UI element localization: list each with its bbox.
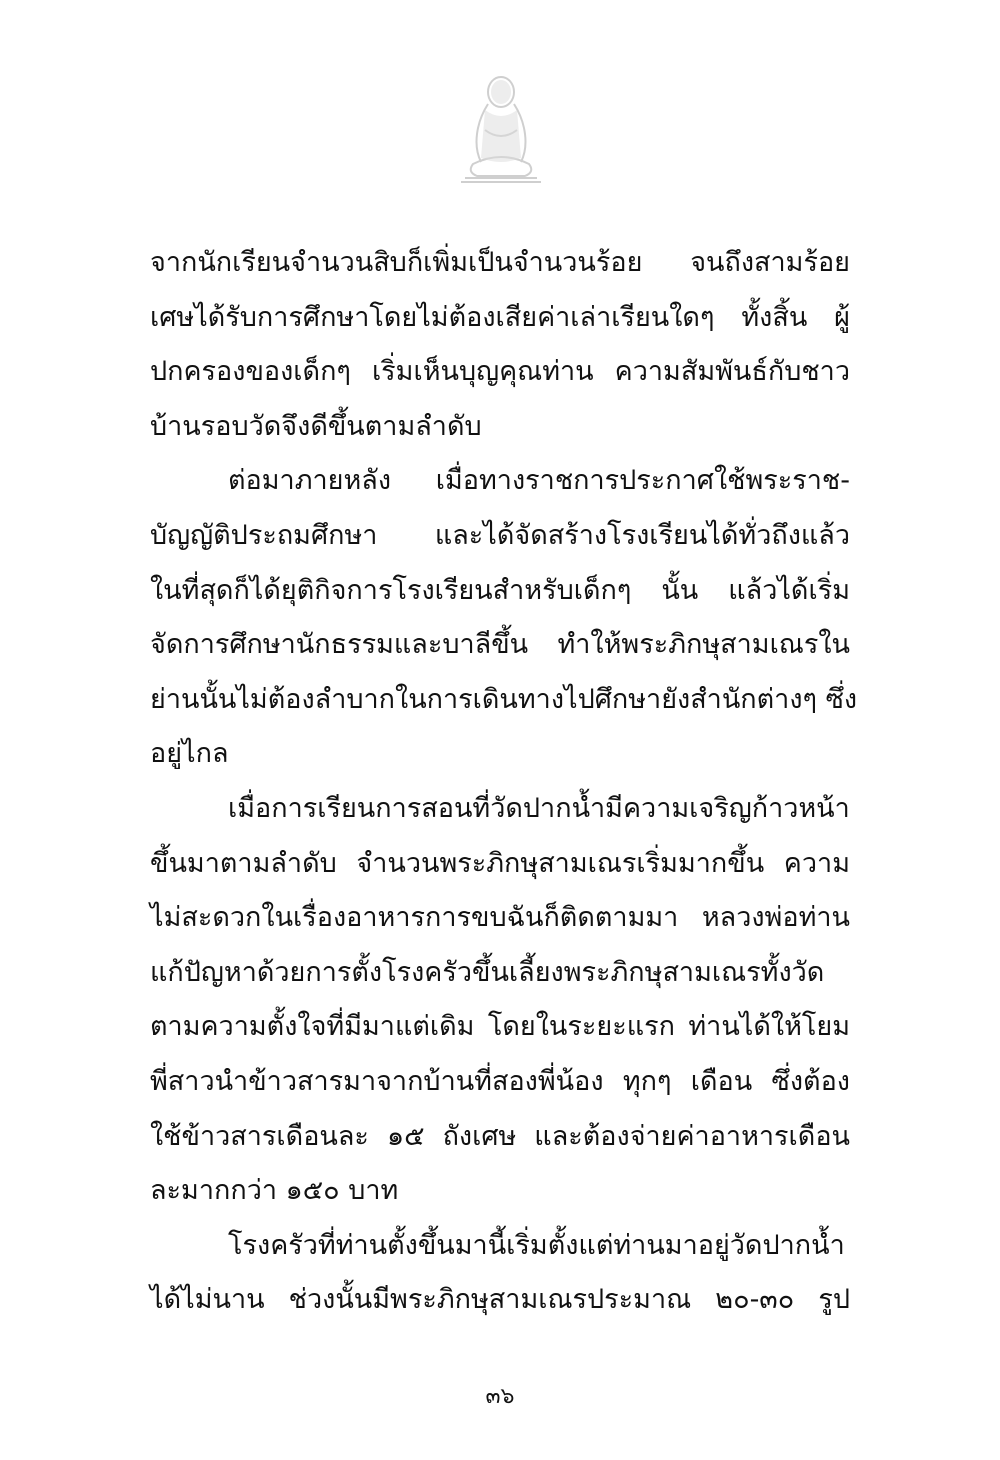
seated-monk-watermark-icon	[455, 70, 547, 186]
text-line: แก้ปัญหาด้วยการตั้งโรงครัวขึ้นเลี้ยงพระภิกษุสามเณรทั้งวัด	[150, 956, 825, 988]
text-line: โรงครัวที่ท่านตั้งขึ้นมานี้เริ่มตั้งแต่ท่านมาอยู่วัดปากน้ำ	[228, 1229, 845, 1261]
text-line: จากนักเรียนจำนวนสิบก็เพิ่มเป็นจำนวนร้อย จนถึงสามร้อย	[150, 247, 850, 278]
text-line: พี่สาวนำข้าวสารมาจากบ้านที่สองพี่น้อง ทุกๆ เดือน ซึ่งต้อง	[150, 1065, 850, 1097]
text-line: ต่อมาภายหลัง เมื่อทางราชการประกาศใช้พระราช-	[228, 465, 850, 497]
text-line: ไม่สะดวกในเรื่องอาหารการขบฉันก็ติดตามมา หลวงพ่อท่าน	[150, 902, 850, 934]
text-line: บัญญัติประถมศึกษา และได้จัดสร้างโรงเรียนได้ทั่วถึงแล้ว	[150, 519, 850, 551]
text-line: ละมากกว่า ๑๕๐ บาท	[150, 1175, 399, 1207]
text-line: ตามความตั้งใจที่มีมาแต่เดิม โดยในระยะแรก ท่านได้ให้โยม	[150, 1011, 850, 1043]
text-line: ปกครองของเด็กๆ เริ่มเห็นบุญคุณท่าน ความสัมพันธ์กับชาว	[150, 356, 850, 388]
text-line: ขึ้นมาตามลำดับ จำนวนพระภิกษุสามเณรเริ่มมากขึ้น ความ	[150, 847, 850, 879]
text-line: เมื่อการเรียนการสอนที่วัดปากน้ำมีความเจริญก้าวหน้า	[228, 792, 850, 824]
page-number: ๓๖	[485, 1384, 515, 1409]
text-line: อยู่ไกล	[150, 738, 229, 770]
text-line: ได้ไม่นาน ช่วงนั้นมีพระภิกษุสามเณรประมาณ ๒๐-๓๐ รูป	[150, 1284, 850, 1316]
text-line: จัดการศึกษานักธรรมและบาลีขึ้น ทำให้พระภิกษุสามเณรใน	[150, 629, 850, 661]
text-line: ย่านนั้นไม่ต้องลำบากในการเดินทางไปศึกษายังสำนักต่างๆ ซึ่ง	[150, 683, 858, 715]
text-line: ในที่สุดก็ได้ยุติกิจการโรงเรียนสำหรับเด็กๆ นั้น แล้วได้เริ่ม	[150, 574, 850, 606]
text-line: บ้านรอบวัดจึงดีขึ้นตามลำดับ	[150, 410, 482, 442]
text-line: เศษได้รับการศึกษาโดยไม่ต้องเสียค่าเล่าเรียนใดๆ ทั้งสิ้น ผู้	[150, 301, 850, 333]
body-text	[150, 236, 858, 1328]
text-line: ใช้ข้าวสารเดือนละ ๑๕ ถังเศษ และต้องจ่ายค่าอาหารเดือน	[150, 1120, 850, 1152]
